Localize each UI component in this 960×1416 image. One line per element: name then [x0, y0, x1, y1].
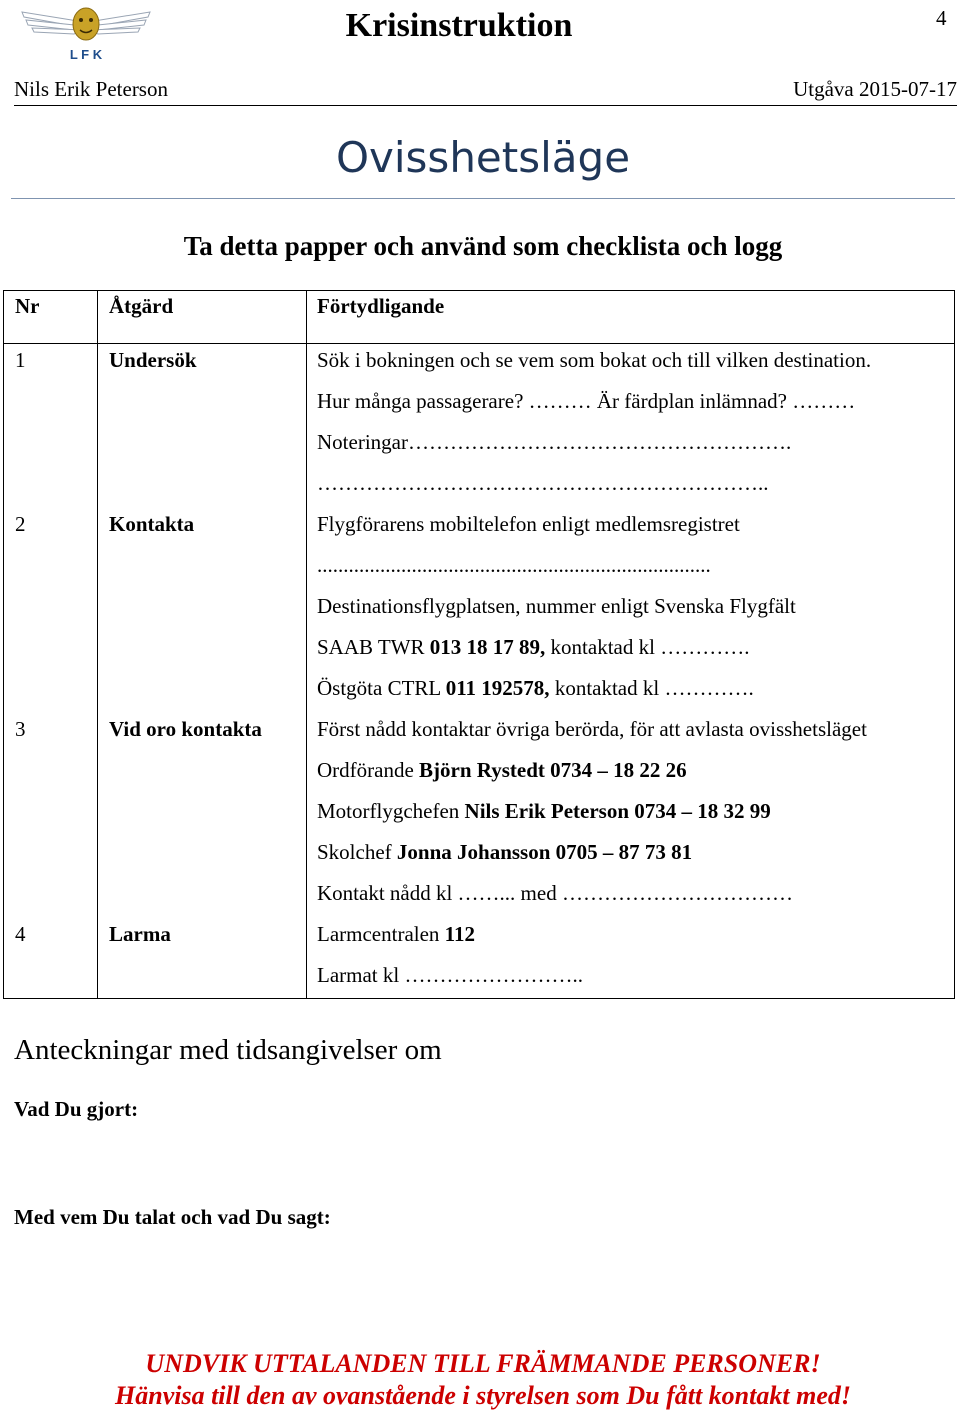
row-line: Kontakt nådd kl ……... med ……………………………	[317, 881, 793, 905]
table-column-divider	[306, 291, 307, 998]
checklist-table	[3, 290, 955, 999]
edition-date: Utgåva 2015-07-17	[793, 77, 957, 101]
phone-number: 011 192578,	[445, 676, 550, 700]
row-line: Hur många passagerare? ……… Är färdplan inlämnad? ………	[317, 389, 856, 413]
row-line: Larmat kl ……………………..	[317, 963, 583, 987]
row-line	[317, 750, 687, 790]
row-line: ...........................................................................	[317, 553, 711, 577]
text-plain: Östgöta CTRL	[317, 676, 446, 700]
contact-details: Björn Rystedt 0734 – 18 22 26	[419, 758, 687, 782]
row-line	[317, 832, 692, 872]
row-line	[317, 914, 475, 954]
row-line	[317, 627, 749, 667]
header-divider	[14, 105, 957, 106]
text-plain: Ordförande	[317, 758, 420, 782]
text-plain: Skolchef	[317, 840, 397, 864]
text-plain: SAAB TWR	[317, 635, 430, 659]
row-line: Destinationsflygplatsen, nummer enligt Svenska Flygfält	[317, 594, 796, 618]
logo-lettering: L F K	[69, 47, 103, 62]
instruction-heading: Ta detta papper och använd som checklista och logg	[183, 231, 783, 261]
text-plain: Larmcentralen	[317, 922, 445, 946]
row-line: Sök i bokningen och se vem som bokat och till vilken destination.	[317, 348, 872, 372]
row-line: Först nådd kontaktar övriga berörda, för att avlasta ovisshetsläget	[317, 717, 867, 741]
phone-number: 013 18 17 89,	[429, 635, 546, 659]
warning-line-1: UNDVIK UTTALANDEN TILL FRÄMMANDE PERSONER!	[145, 1349, 821, 1378]
row-line	[317, 791, 771, 831]
row-line: ………………………………………………………..	[317, 471, 769, 495]
row-number: 2	[15, 512, 26, 536]
page-number: 4	[936, 6, 947, 30]
row-action: Kontakta	[109, 512, 195, 536]
who-talked-label: Med vem Du talat och vad Du sagt:	[14, 1205, 331, 1229]
emergency-number: 112	[444, 922, 476, 946]
row-line: Flygförarens mobiltelefon enligt medlemsregistret	[317, 512, 740, 536]
warning-line-2: Hänvisa till den av ovanstående i styrelsen som Du fått kontakt med!	[115, 1381, 851, 1410]
row-line: Noteringar……………………………………………….	[317, 430, 792, 454]
row-line	[317, 668, 754, 708]
header-action: Åtgärd	[109, 294, 174, 318]
header-nr: Nr	[15, 294, 40, 318]
row-number: 3	[15, 717, 26, 741]
contact-details: Jonna Johansson 0705 – 87 73 81	[396, 840, 693, 864]
table-column-divider	[97, 291, 98, 998]
document-title: Krisinstruktion	[345, 7, 573, 44]
what-done-label: Vad Du gjort:	[14, 1097, 139, 1121]
text-plain: kontaktad kl ………….	[545, 635, 750, 659]
row-number: 4	[15, 922, 26, 946]
row-number: 1	[15, 348, 26, 372]
row-action: Undersök	[109, 348, 197, 372]
section-title: Ovisshetsläge	[335, 133, 631, 182]
text-plain: Motorflygchefen	[317, 799, 465, 823]
row-action: Larma	[109, 922, 171, 946]
notes-heading: Anteckningar med tidsangivelser om	[14, 1034, 442, 1066]
row-action: Vid oro kontakta	[109, 717, 262, 741]
author-name: Nils Erik Peterson	[14, 77, 168, 101]
contact-details: Nils Erik Peterson 0734 – 18 32 99	[464, 799, 771, 823]
text-plain: kontaktad kl ………….	[549, 676, 754, 700]
section-divider	[11, 198, 955, 199]
header-clarification: Förtydligande	[317, 294, 445, 318]
